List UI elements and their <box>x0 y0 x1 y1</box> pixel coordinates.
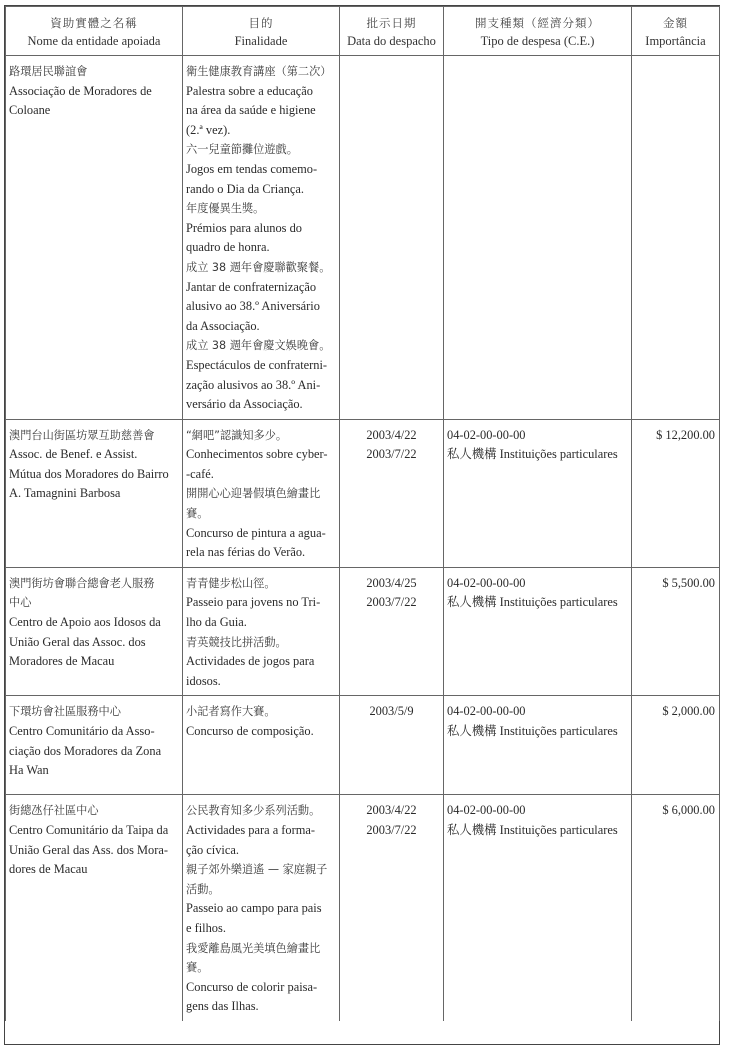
document-page <box>4 5 720 1045</box>
header-purpose: 目的 Finalidade <box>183 7 340 56</box>
table-row <box>6 56 720 420</box>
cell-purpose: 青青健步松山徑。 Passeio para jovens no Tri- lho da Guia. 青英競技比拼活動。 Actividades de jogos para idosos. <box>183 567 340 696</box>
cell-purpose: 衛生健康教育講座（第二次） Palestra sobre a educação na área da saúde e higiene (2.ª vez). 六一兒童節攤位遊戲。 Jogos em tendas comemo- rando o Dia da Criança. 年度優異生獎。 Prémios para alunos do quadro de honra. 成立 38 週年會慶聯歡聚餐。 Jantar de confraternização alusivo ao 38.º Aniversário da Associação. 成立 38 週年會慶文娛晚會。 Espectáculos de confraterni- zação alusivos ao 38.º Ani- versário da Associação. <box>183 56 340 420</box>
cell-type: 04-02-00-00-00 私人機構 Instituições particulares <box>444 419 632 567</box>
cell-type: 04-02-00-00-00 私人機構 Instituições particulares <box>444 795 632 1022</box>
table-row <box>6 567 720 696</box>
header-date: 批示日期 Data do despacho <box>340 7 444 56</box>
subsidy-table <box>5 6 720 1021</box>
cell-amount: $ 2,000.00 <box>632 696 720 795</box>
table-header-row <box>6 7 720 56</box>
cell-amount: $ 5,500.00 <box>632 567 720 696</box>
cell-entity: 澳門台山街區坊眾互助慈善會 Assoc. de Benef. e Assist. Mútua dos Moradores do Bairro A. Tamagnini Barbosa <box>6 419 183 567</box>
cell-type: 04-02-00-00-00 私人機構 Instituições particulares <box>444 696 632 795</box>
cell-date: 2003/4/25 2003/7/22 <box>340 567 444 696</box>
cell-date: 2003/4/22 2003/7/22 <box>340 795 444 1022</box>
cell-date: 2003/5/9 <box>340 696 444 795</box>
table-row <box>6 696 720 795</box>
table-row <box>6 795 720 1022</box>
cell-entity: 下環坊會社區服務中心 Centro Comunitário da Asso- ciação dos Moradores da Zona Ha Wan <box>6 696 183 795</box>
table-row <box>6 419 720 567</box>
cell-amount <box>632 56 720 420</box>
cell-purpose: 小記者寫作大賽。 Concurso de composição. <box>183 696 340 795</box>
cell-amount: $ 6,000.00 <box>632 795 720 1022</box>
cell-purpose: 公民教育知多少系列活動。 Actividades para a forma- ção cívica. 親子郊外樂逍遙 — 家庭親子 活動。 Passeio ao campo para pais e filhos. 我愛離島風光美填色繪畫比 賽。 Concurso de colorir paisa- gens das Ilhas. <box>183 795 340 1022</box>
cell-entity: 澳門街坊會聯合總會老人服務 中心 Centro de Apoio aos Idosos da União Geral das Assoc. dos Moradores de Macau <box>6 567 183 696</box>
header-entity: 資助實體之名稱 Nome da entidade apoiada <box>6 7 183 56</box>
cell-amount: $ 12,200.00 <box>632 419 720 567</box>
header-type: 開支種類（經濟分類） Tipo de despesa (C.E.) <box>444 7 632 56</box>
header-amount: 金額 Importância <box>632 7 720 56</box>
cell-date: 2003/4/22 2003/7/22 <box>340 419 444 567</box>
cell-purpose: “網吧”認識知多少。 Conhecimentos sobre cyber- -café. 開開心心迎暑假填色繪畫比 賽。 Concurso de pintura a agua- rela nas férias do Verão. <box>183 419 340 567</box>
cell-type: 04-02-00-00-00 私人機構 Instituições particulares <box>444 567 632 696</box>
cell-date <box>340 56 444 420</box>
cell-entity: 路環居民聯誼會 Associação de Moradores de Coloane <box>6 56 183 420</box>
cell-entity: 街總氹仔社區中心 Centro Comunitário da Taipa da União Geral das Ass. dos Mora- dores de Macau <box>6 795 183 1022</box>
cell-type <box>444 56 632 420</box>
